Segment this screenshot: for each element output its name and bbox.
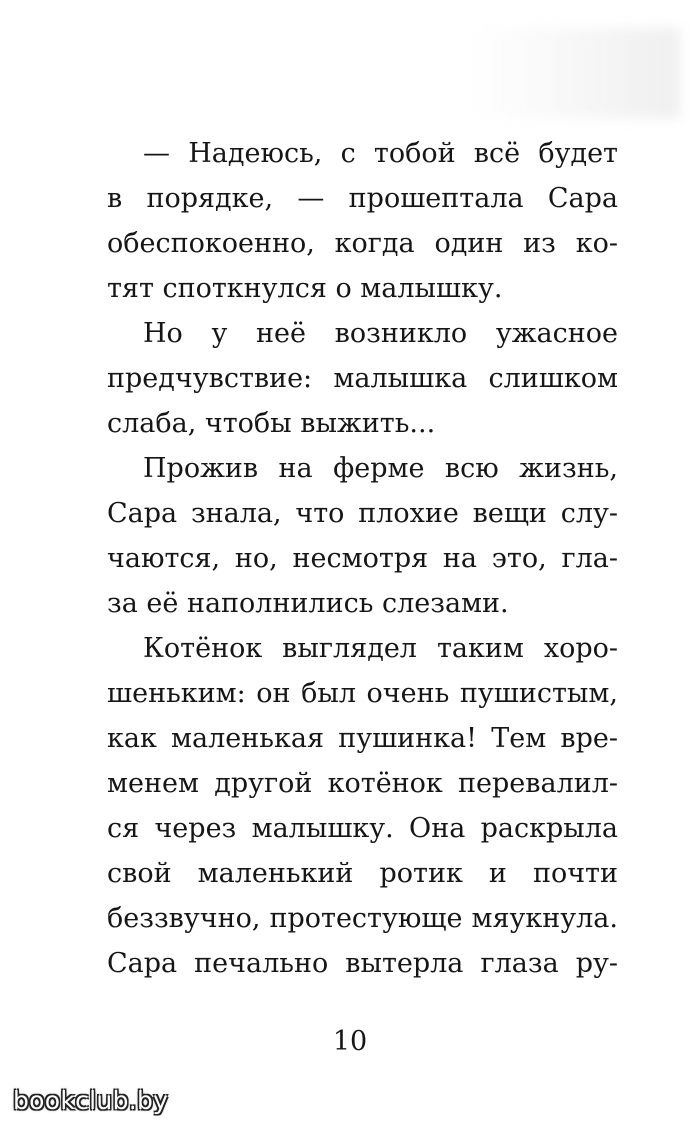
text-line: слаба, чтобы выжить... <box>107 408 436 439</box>
text-line: — Надеюсь, с тобой всё будет <box>143 138 618 169</box>
page-number: 10 <box>332 1026 368 1057</box>
body-text <box>107 131 618 986</box>
text-line: беззвучно, протестующе мяукнула. <box>107 903 618 934</box>
text-line: предчувствие: малышка слишком <box>107 363 618 394</box>
text-line: Котёнок выглядел таким хоро- <box>143 633 618 664</box>
text-line: свой маленький ротик и почти <box>107 858 618 889</box>
text-line: как маленькая пушинка! Тем вре- <box>107 723 618 754</box>
text-line: Но у неё возникло ужасное <box>143 318 618 349</box>
bleed-through-shadow <box>470 28 680 118</box>
text-line: менем другой котёнок перевалил- <box>107 768 618 799</box>
text-line: в порядке, — прошептала Сара <box>107 183 618 214</box>
text-line: обеспокоенно, когда один из ко- <box>107 228 618 259</box>
text-line: Сара знала, что плохие вещи слу- <box>107 498 618 529</box>
watermark-logo: bookclub.by <box>13 1086 169 1115</box>
text-line: Прожив на ферме всю жизнь, <box>143 453 618 484</box>
text-line: тят споткнулся о малышку. <box>107 273 503 304</box>
text-line: ся через малышку. Она раскрыла <box>107 813 618 844</box>
text-line: шеньким: он был очень пушистым, <box>107 678 618 709</box>
text-line: за её наполнились слезами. <box>107 588 509 619</box>
text-line: чаются, но, несмотря на это, гла- <box>107 543 618 574</box>
text-line: Сара печально вытерла глаза ру- <box>107 948 618 979</box>
